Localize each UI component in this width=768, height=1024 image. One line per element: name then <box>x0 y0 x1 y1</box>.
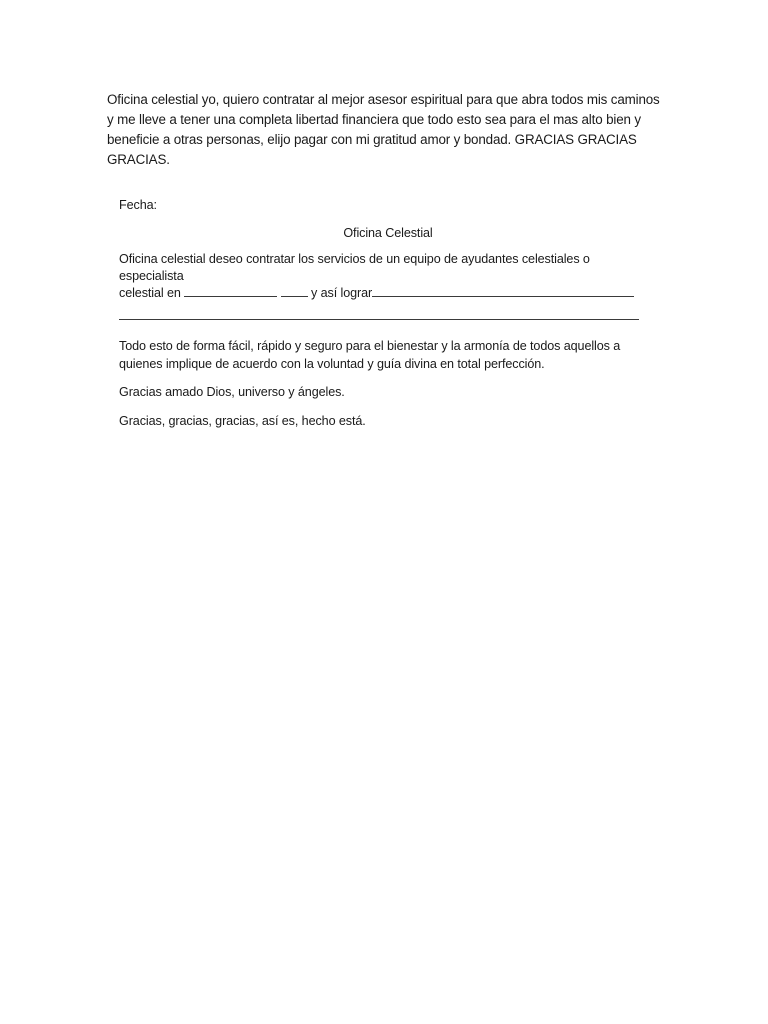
specialty-blank[interactable] <box>184 285 277 297</box>
thanks-line-1: Gracias amado Dios, universo y ángeles. <box>119 385 345 399</box>
goal-blank[interactable] <box>372 285 634 297</box>
intro-paragraph: Oficina celestial yo, quiero contratar al mejor asesor espiritual para que abra todos mis caminos y me lleve a tener una completa libertad financiera que todo esto sea para el mas alto bien y beneficie a otras personas, elijo pagar con mi gratitud amor y bondad. GRACIAS GRACIAS GRACIAS. <box>107 92 660 167</box>
goal-continuation-blank[interactable] <box>119 318 639 320</box>
date-label: Fecha: <box>119 198 157 212</box>
detail-blank[interactable] <box>281 285 308 297</box>
request-prefix: celestial en <box>119 286 181 300</box>
request-line-1: Oficina celestial deseo contratar los servicios de un equipo de ayudantes celestiales o especialista <box>119 252 590 283</box>
thanks-line-2: Gracias, gracias, gracias, así es, hecho está. <box>119 414 366 428</box>
body-paragraph: Todo esto de forma fácil, rápido y seguro para el bienestar y la armonía de todos aquellos a quienes implique de acuerdo con la voluntad y guía divina en total perfección. <box>119 339 621 371</box>
form-title: Oficina Celestial <box>343 226 433 240</box>
request-mid: y así lograr <box>311 286 373 300</box>
request-paragraph <box>119 251 649 302</box>
request-form <box>119 196 649 430</box>
